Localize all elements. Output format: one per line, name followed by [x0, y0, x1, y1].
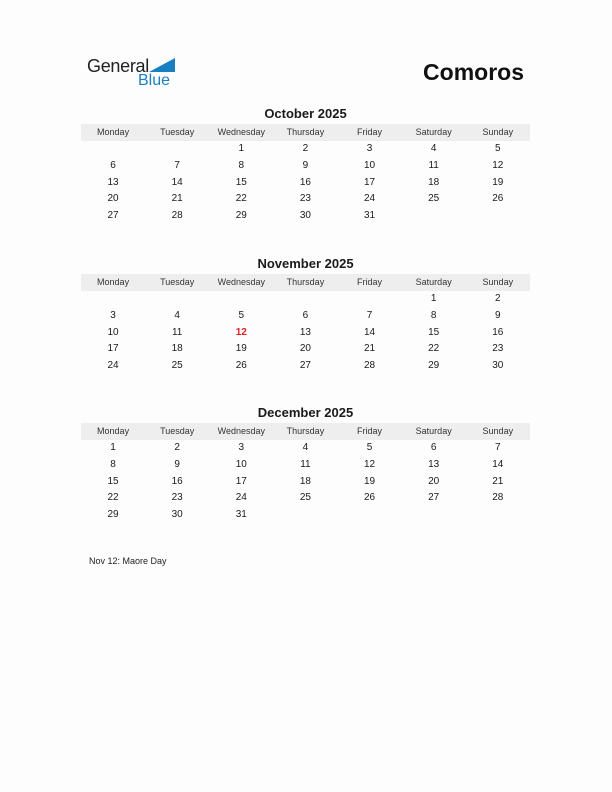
day-cell: 1 — [430, 293, 437, 304]
day-cell: 12 — [492, 159, 504, 171]
day-cell: 19 — [235, 343, 247, 355]
weekday-label: Tuesday — [160, 426, 195, 436]
day-cell: 15 — [428, 326, 440, 338]
empty-day-cell — [338, 291, 402, 308]
day-cell: 9 — [495, 309, 501, 321]
weekday-label: Thursday — [286, 127, 325, 137]
day-cell: 26 — [492, 193, 504, 205]
day-cell: 25 — [171, 360, 183, 372]
day-cell: 1 — [238, 143, 245, 154]
day-cell: 22 — [428, 343, 440, 355]
logo-blue-text: Blue — [138, 72, 171, 89]
month-calendar — [81, 106, 530, 225]
holiday-note: Nov 12: Maore Day — [89, 556, 167, 566]
day-cell: 18 — [428, 176, 440, 188]
day-cell: 8 — [110, 458, 116, 470]
day-cell: 19 — [492, 176, 504, 188]
weekday-label: Thursday — [286, 426, 325, 436]
day-cell: 16 — [171, 475, 183, 487]
day-cell: 11 — [171, 326, 183, 338]
empty-day-cell — [338, 507, 402, 524]
empty-day-cell — [145, 141, 209, 158]
day-cell: 15 — [107, 475, 119, 487]
weekday-label: Monday — [97, 426, 130, 436]
day-cell: 14 — [171, 176, 183, 188]
day-cell: 31 — [235, 509, 247, 521]
day-cell: 19 — [364, 475, 376, 487]
week-row — [81, 341, 530, 358]
day-cell: 25 — [299, 492, 311, 504]
month-calendar — [81, 256, 530, 375]
day-cell: 5 — [495, 143, 501, 154]
day-cell: 8 — [430, 309, 437, 321]
day-cell: 29 — [107, 509, 119, 521]
week-row — [81, 325, 530, 342]
day-cell: 28 — [171, 210, 183, 222]
day-cell: 11 — [428, 159, 439, 171]
day-cell: 14 — [492, 458, 504, 470]
empty-day-cell — [81, 291, 145, 308]
day-cell: 7 — [174, 159, 180, 171]
day-cell: 18 — [299, 475, 311, 487]
day-cell: 23 — [492, 343, 504, 355]
day-cell: 6 — [430, 442, 437, 453]
week-row — [81, 457, 530, 474]
day-cell: 9 — [302, 159, 309, 171]
empty-day-cell — [273, 291, 337, 308]
week-row — [81, 358, 530, 375]
day-cell: 3 — [110, 309, 116, 321]
day-cell: 24 — [364, 193, 376, 205]
day-cell: 28 — [364, 360, 376, 372]
weekday-label: Monday — [97, 127, 130, 137]
day-cell: 16 — [299, 176, 311, 188]
weekday-label: Monday — [97, 277, 130, 287]
weekday-label: Tuesday — [160, 127, 195, 137]
day-cell: 8 — [238, 159, 245, 171]
day-cell: 24 — [107, 360, 119, 372]
week-row — [81, 308, 530, 325]
day-cell: 25 — [428, 193, 440, 205]
country-title: Comoros — [423, 59, 524, 85]
day-cell: 17 — [235, 475, 247, 487]
day-cell: 12 — [364, 458, 376, 470]
week-row — [81, 474, 530, 491]
day-cell: 22 — [235, 193, 247, 205]
weekday-label: Wednesday — [217, 127, 265, 137]
day-cell: 7 — [366, 309, 373, 321]
weekday-label: Friday — [357, 426, 383, 436]
empty-day-cell — [81, 141, 145, 158]
day-cell: 5 — [238, 309, 245, 321]
month-calendar — [81, 405, 530, 524]
weekday-label: Wednesday — [217, 426, 265, 436]
day-cell: 3 — [366, 143, 373, 154]
day-cell: 26 — [235, 360, 247, 372]
day-cell: 21 — [171, 193, 183, 205]
day-cell: 2 — [302, 143, 309, 154]
week-row — [81, 158, 530, 175]
day-cell: 27 — [299, 360, 311, 372]
day-cell: 22 — [107, 492, 119, 504]
empty-day-cell — [209, 291, 273, 308]
week-row — [81, 208, 530, 225]
logo-triangle-icon — [149, 58, 175, 72]
day-cell: 27 — [107, 210, 119, 222]
logo — [87, 56, 187, 92]
day-cell: 17 — [364, 176, 376, 188]
day-cell: 23 — [171, 492, 183, 504]
day-cell: 4 — [174, 309, 180, 321]
day-cell: 28 — [492, 492, 504, 504]
logo-general-text: General — [87, 56, 149, 76]
weekday-header — [81, 423, 530, 440]
empty-day-cell — [466, 507, 530, 524]
day-cell: 13 — [107, 176, 119, 188]
weekday-label: Friday — [357, 127, 383, 137]
holiday-day-cell: 12 — [235, 326, 247, 338]
week-row — [81, 291, 530, 308]
month-title: December 2025 — [257, 405, 354, 420]
day-cell: 6 — [302, 309, 309, 321]
day-cell: 5 — [366, 442, 373, 453]
weekday-header — [81, 124, 530, 141]
day-cell: 23 — [299, 193, 311, 205]
week-row — [81, 191, 530, 208]
day-cell: 7 — [495, 442, 501, 453]
day-cell: 2 — [495, 293, 501, 304]
day-cell: 10 — [235, 458, 247, 470]
day-cell: 26 — [364, 492, 376, 504]
empty-day-cell — [402, 507, 466, 524]
day-cell: 10 — [364, 159, 376, 171]
weekday-label: Tuesday — [160, 277, 195, 287]
day-cell: 11 — [300, 458, 311, 470]
day-cell: 3 — [238, 442, 245, 453]
day-cell: 21 — [492, 475, 504, 487]
day-cell: 15 — [235, 176, 247, 188]
day-cell: 31 — [364, 210, 376, 222]
day-cell: 27 — [428, 492, 440, 504]
month-title: October 2025 — [264, 106, 347, 121]
weekday-label: Sunday — [482, 277, 514, 287]
weekday-label: Thursday — [286, 277, 325, 287]
day-cell: 2 — [174, 442, 180, 453]
week-row — [81, 141, 530, 158]
day-cell: 10 — [107, 326, 119, 338]
day-cell: 18 — [171, 343, 183, 355]
day-cell: 29 — [235, 210, 247, 222]
weekday-label: Saturday — [415, 277, 452, 287]
day-cell: 30 — [299, 210, 311, 222]
weekday-label: Saturday — [415, 127, 452, 137]
weekday-label: Sunday — [482, 127, 514, 137]
week-row — [81, 490, 530, 507]
day-cell: 20 — [428, 475, 440, 487]
day-cell: 20 — [107, 193, 119, 205]
day-cell: 16 — [492, 326, 504, 338]
empty-day-cell — [466, 208, 530, 225]
day-cell: 13 — [299, 326, 311, 338]
day-cell: 20 — [299, 343, 311, 355]
day-cell: 29 — [428, 360, 440, 372]
day-cell: 24 — [235, 492, 247, 504]
empty-day-cell — [273, 507, 337, 524]
weekday-label: Saturday — [415, 426, 452, 436]
day-cell: 21 — [364, 343, 376, 355]
week-row — [81, 175, 530, 192]
day-cell: 1 — [110, 442, 116, 453]
day-cell: 13 — [428, 458, 440, 470]
day-cell: 14 — [364, 326, 376, 338]
month-title: November 2025 — [257, 256, 354, 271]
day-cell: 6 — [110, 159, 116, 171]
weekday-label: Wednesday — [217, 277, 265, 287]
week-row — [81, 507, 530, 524]
empty-day-cell — [145, 291, 209, 308]
day-cell: 17 — [107, 343, 119, 355]
day-cell: 9 — [174, 458, 180, 470]
weekday-label: Sunday — [482, 426, 514, 436]
day-cell: 4 — [430, 143, 437, 154]
day-cell: 30 — [171, 509, 183, 521]
week-row — [81, 440, 530, 457]
empty-day-cell — [402, 208, 466, 225]
day-cell: 4 — [302, 442, 309, 453]
weekday-label: Friday — [357, 277, 383, 287]
day-cell: 30 — [492, 360, 504, 372]
weekday-header — [81, 274, 530, 291]
